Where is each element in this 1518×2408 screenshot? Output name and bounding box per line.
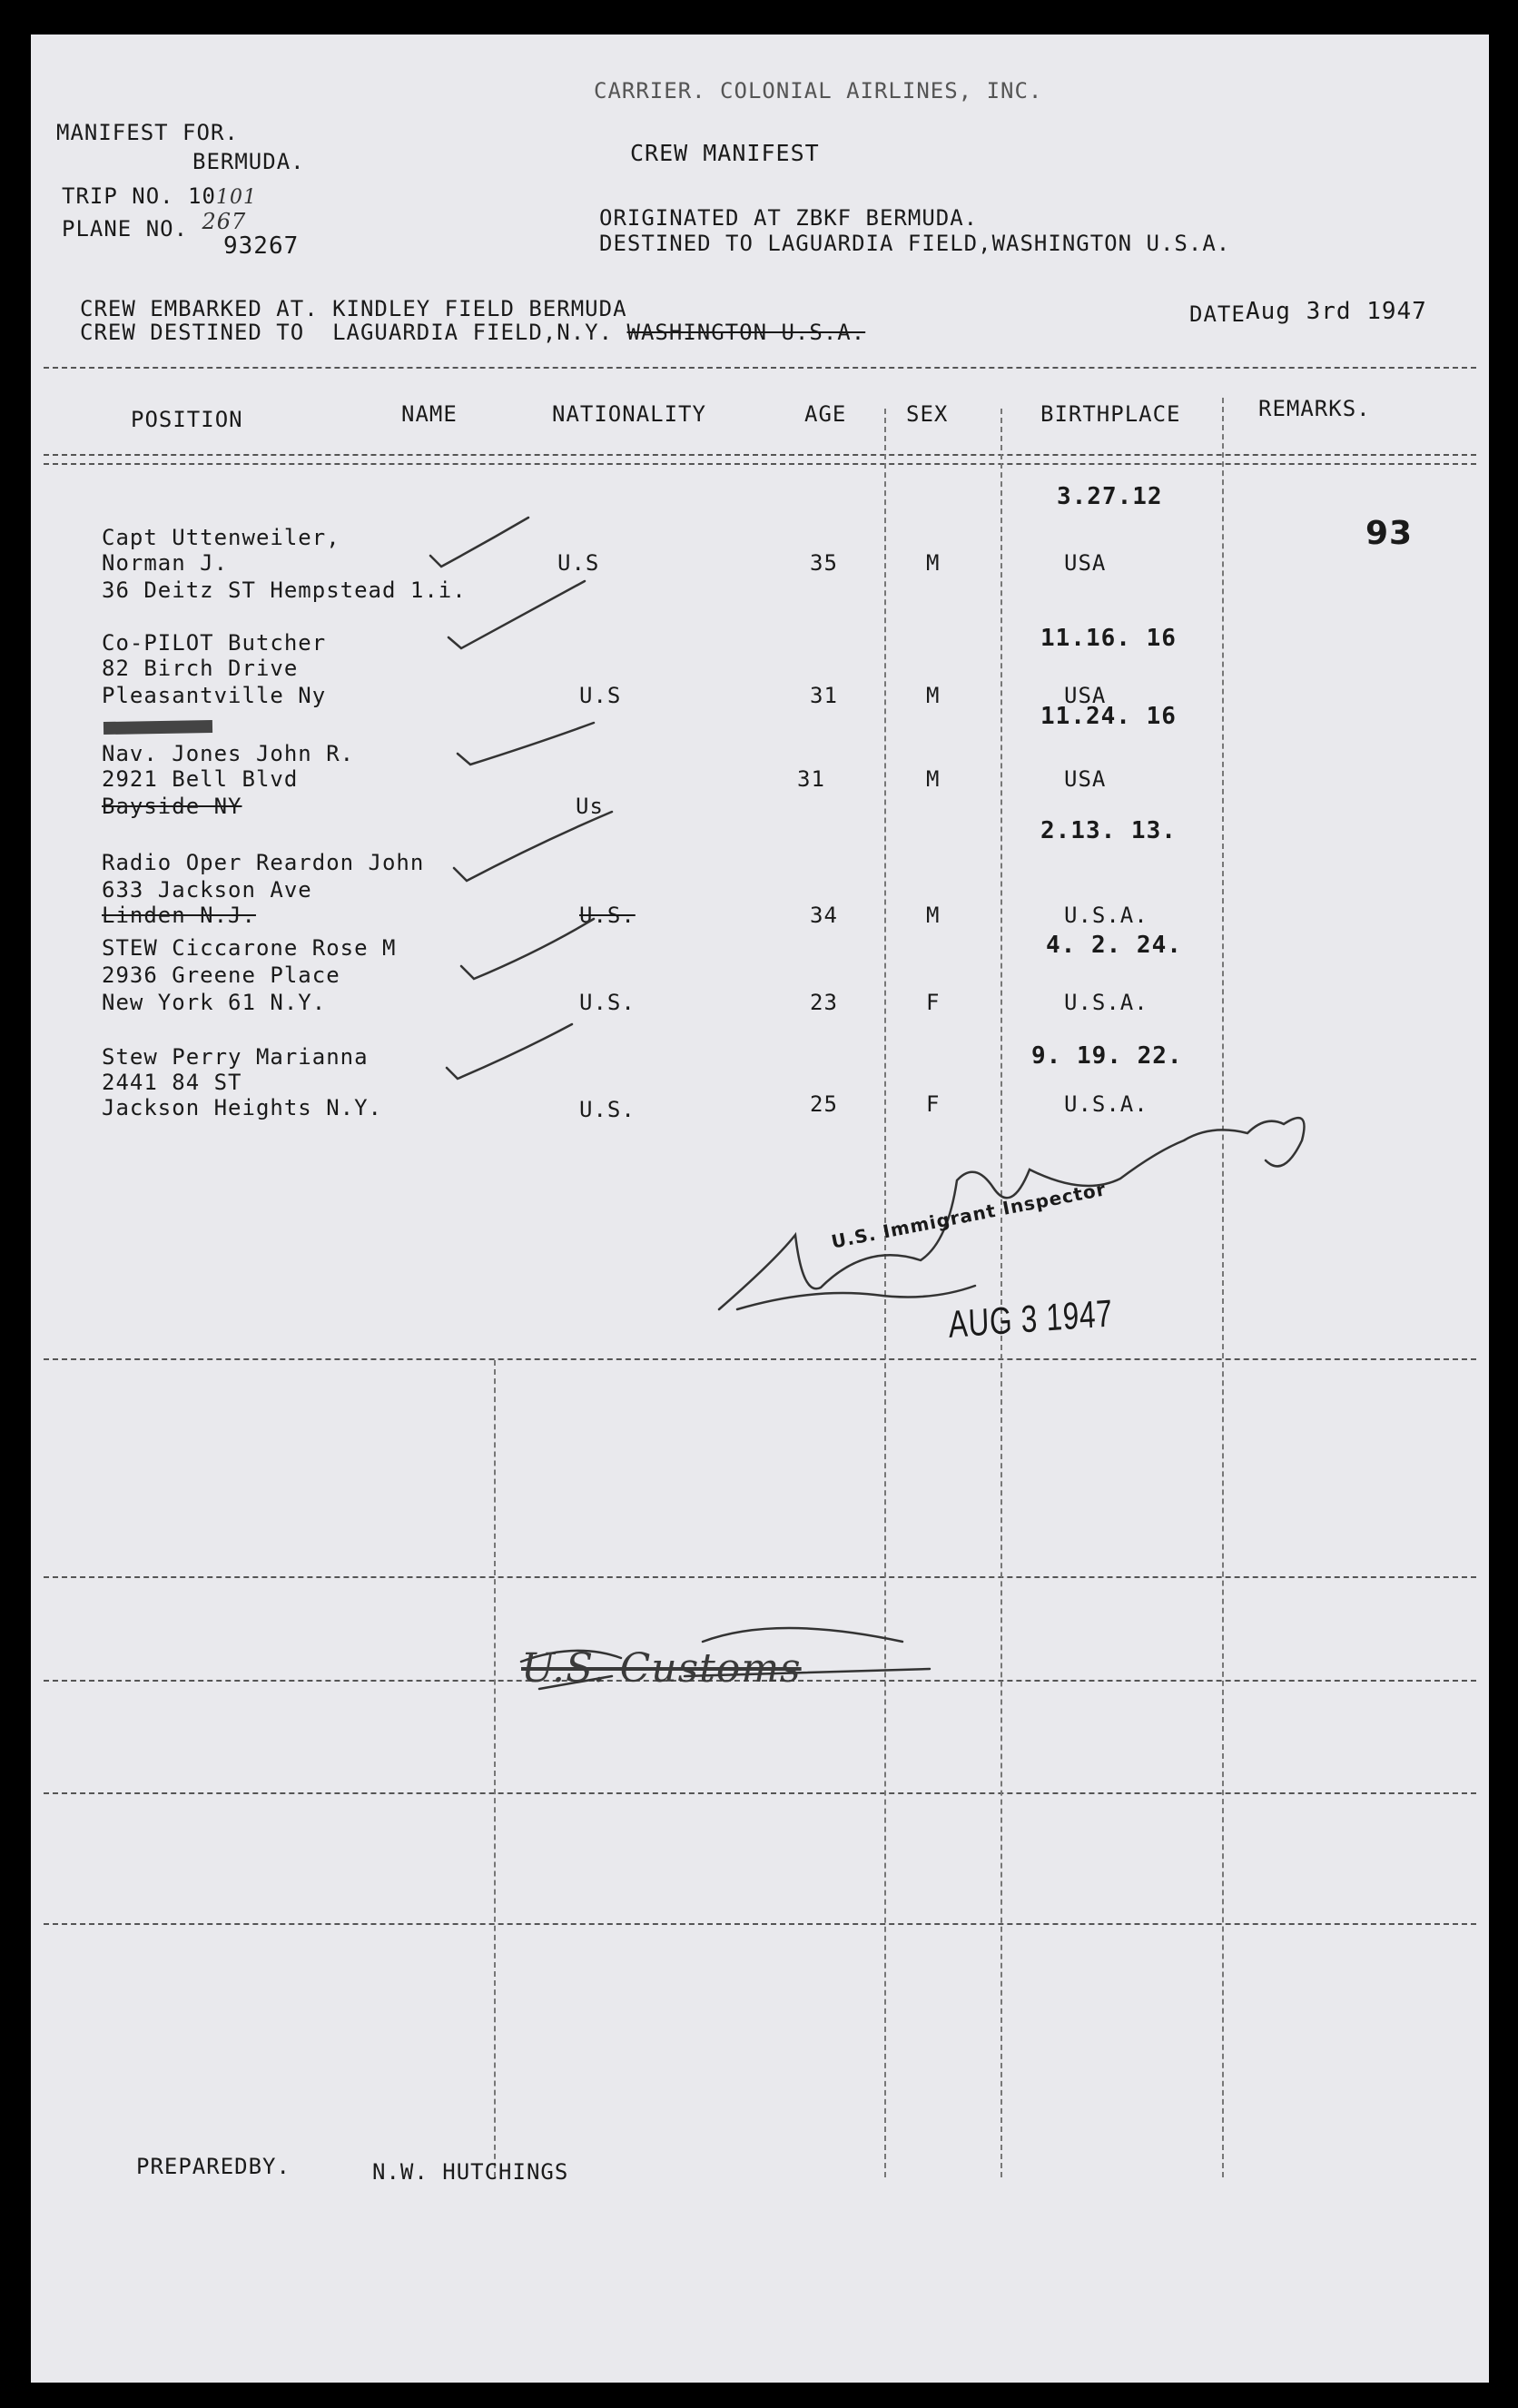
crew-sex: M [926,766,941,792]
col-name: NAME [401,401,458,427]
crew-birthdate: 4. 2. 24. [1046,932,1182,959]
crew-nationality: U.S [579,683,622,708]
crew-line: STEW Ciccarone Rose M [102,935,397,961]
immigrant-inspector-stamp: U.S. Immigrant Inspector [829,1178,1109,1253]
crew-sex: M [926,550,941,576]
crew-sex: F [926,990,941,1015]
crew-line: 2921 Bell Blvd [102,766,299,792]
crew-birthplace: U.S.A. [1064,1091,1148,1117]
crew-birthplace: USA [1064,766,1107,792]
crew-nationality: U.S. [579,1097,636,1122]
plane-number-label: PLANE NO. 267 [62,209,247,242]
crew-birthplace: U.S.A. [1064,990,1148,1015]
date-value: Aug 3rd 1947 [1246,298,1427,325]
col-birthplace: BIRTHPLACE [1040,401,1181,427]
crew-birthdate: 11.16. 16 [1040,625,1177,652]
check-mark-icon [461,919,594,979]
col-position: POSITION [131,407,243,432]
crew-birthplace: U.S.A. [1064,903,1148,928]
check-mark-icon [448,581,585,648]
crew-age: 23 [810,990,838,1015]
crew-age: 35 [810,550,838,576]
customs-struck: U.S. Customs [521,1645,802,1692]
plane-number: 93267 [223,232,300,260]
crew-line: 36 Deitz ST Hempstead 1.i. [102,577,467,603]
crew-line: Pleasantville Ny [102,683,327,708]
check-mark-icon [430,518,528,567]
crew-birthdate: 3.27.12 [1057,483,1163,510]
stamp-date: AUG 3 1947 [947,1291,1114,1346]
crew-line: Stew Perry Marianna [102,1044,369,1070]
col-remarks: REMARKS. [1258,396,1371,421]
crew-nationality: U.S [557,550,600,576]
crew-line: 82 Birch Drive [102,656,299,681]
crew-sex: M [926,683,941,708]
crew-line: Radio Oper Reardon John [102,850,425,875]
crew-destined: CREW DESTINED TO LAGUARDIA FIELD,N.Y. WASHINGTON U.S.A. [80,320,866,345]
check-mark-icon [458,723,594,765]
crew-birthdate: 11.24. 16 [1040,703,1177,730]
crew-age: 31 [797,766,825,792]
crew-line: Linden N.J. [102,903,256,928]
check-mark-icon [447,1024,572,1079]
crew-line: 2936 Greene Place [102,962,340,988]
crew-line: 2441 84 ST [102,1070,242,1095]
crew-nationality: Us [576,794,604,819]
crew-birthdate: 9. 19. 22. [1031,1042,1183,1070]
manifest-sheet [31,35,1489,2383]
crew-age: 34 [810,903,838,928]
manifest-for-label: MANIFEST FOR. [56,120,239,145]
check-mark-icon [454,812,612,881]
manifest-title: CREW MANIFEST [630,140,820,166]
crew-line: 633 Jackson Ave [102,877,312,903]
crew-embarked: CREW EMBARKED AT. KINDLEY FIELD BERMUDA [80,296,627,321]
originated-at: ORIGINATED AT ZBKF BERMUDA. [599,205,979,231]
crew-line: New York 61 N.Y. [102,990,327,1015]
crew-line: Capt Uttenweiler, [102,525,340,550]
prepared-by-label: PREPAREDBY. [136,2154,291,2179]
crew-birthdate: 2.13. 13. [1040,817,1177,844]
signature-underline [737,1286,975,1309]
col-nationality: NATIONALITY [552,401,706,427]
crew-line: Jackson Heights N.Y. [102,1095,382,1120]
trip-number: TRIP NO. 10101 [62,183,257,209]
manifest-for-value: BERMUDA. [192,149,305,174]
struck-destination: WASHINGTON U.S.A. [626,320,866,345]
col-age: AGE [804,401,847,427]
prepared-by-name: N.W. HUTCHINGS [372,2159,569,2185]
carrier-name: CARRIER. COLONIAL AIRLINES, INC. [594,78,1043,104]
crew-line: Norman J. [102,550,229,576]
crew-nationality: U.S. [579,990,636,1015]
crew-age: 25 [810,1091,838,1117]
crew-nationality: U.S. [579,903,636,928]
col-sex: SEX [906,401,949,427]
crew-line: Co-PILOT Butcher [102,630,327,656]
crew-line: Bayside NY [102,794,242,819]
handwriting-layer [31,35,1489,2383]
destined-to: DESTINED TO LAGUARDIA FIELD,WASHINGTON U.S.A. [599,231,1231,256]
crew-sex: M [926,903,941,928]
crew-age: 31 [810,683,838,708]
date-label: DATE [1189,301,1246,327]
crew-line: Nav. Jones John R. [102,741,355,766]
crew-birthplace: USA [1064,550,1107,576]
remarks-number: 93 [1365,515,1414,552]
crew-sex: F [926,1091,941,1117]
crew-birthplace: USA [1064,683,1107,708]
